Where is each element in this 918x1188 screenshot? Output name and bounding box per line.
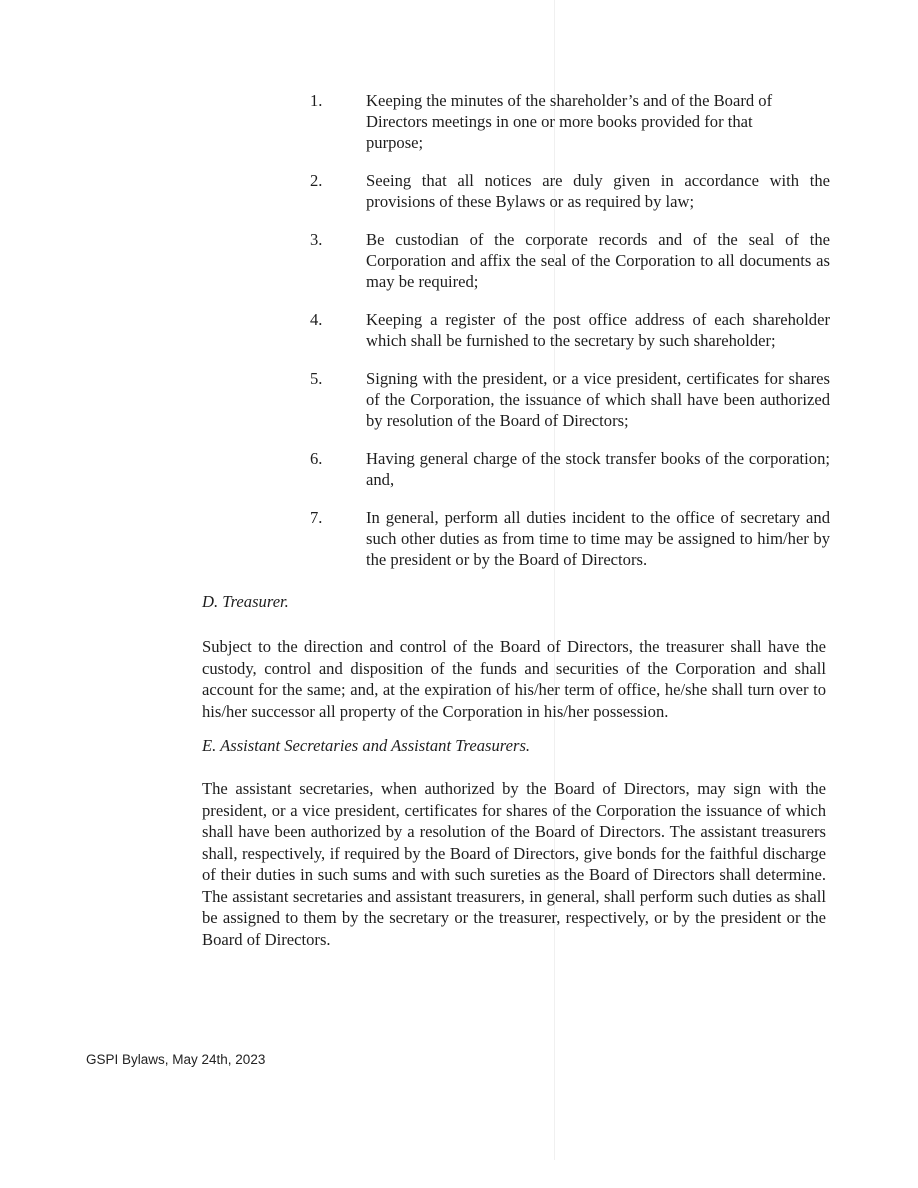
section-e-heading: E. Assistant Secretaries and Assistant Treasurers. — [202, 736, 531, 755]
list-item-number: 1. — [310, 91, 323, 110]
list-item-text: Seeing that all notices are duly given in accordance with the provisions of these Bylaws or as required by law; — [366, 171, 830, 211]
list-item-text: Keeping the minutes of the shareholder’s and of the Board of Directors meetings in one or more books provided for that purpose; — [366, 91, 773, 152]
list-item-number: 7. — [310, 508, 323, 527]
list-item-number: 3. — [310, 230, 323, 249]
list-item-number: 4. — [310, 310, 323, 329]
list-item — [310, 507, 830, 570]
list-item-number: 6. — [310, 449, 323, 468]
list-item — [310, 309, 830, 351]
list-item-number: 5. — [310, 369, 323, 388]
list-item — [310, 90, 830, 153]
list-item-text: Signing with the president, or a vice president, certificates for shares of the Corporation, the issuance of which shall have been authorized by resolution of the Board of Directors; — [366, 369, 830, 430]
page-footer: GSPI Bylaws, May 24th, 2023 — [86, 1052, 266, 1067]
list-item-text: Keeping a register of the post office address of each shareholder which shall be furnished to the secretary by such shareholder; — [366, 310, 830, 350]
list-item-text: Having general charge of the stock transfer books of the corporation; and, — [366, 449, 830, 489]
list-item — [310, 170, 830, 212]
list-item-text: In general, perform all duties incident to the office of secretary and such other duties as from time to time may be assigned to him/her by the president or by the Board of Directors. — [366, 508, 830, 569]
secretary-duties-list — [310, 90, 830, 587]
section-d-body: Subject to the direction and control of the Board of Directors, the treasurer shall have the custody, control and disposition of the funds and securities of the Corporation and shall account for the same; and, at the expiration of his/her term of office, he/she shall turn over to his/her successor all property of the Corporation in his/her possession. — [202, 637, 826, 721]
list-item-text: Be custodian of the corporate records and of the seal of the Corporation and affix the seal of the Corporation to all documents as may be required; — [366, 230, 830, 291]
section-e-body: The assistant secretaries, when authorized by the Board of Directors, may sign with the president, or a vice president, certificates for shares of the Corporation the issuance of which shall have been authorized by a resolution of the Board of Directors. The assistant treasurers shall, respectively, if required by the Board of Directors, give bonds for the faithful discharge of their duties in such sums and with such sureties as the Board of Directors shall determine. The assistant secretaries and assistant treasurers, in general, shall perform such duties as shall be assigned to them by the secretary or the treasurer, respectively, or by the president or the Board of Directors. — [202, 779, 826, 949]
list-item-number: 2. — [310, 171, 323, 190]
section-d-heading: D. Treasurer. — [202, 592, 289, 611]
list-item — [310, 368, 830, 431]
list-item — [310, 448, 830, 490]
list-item — [310, 229, 830, 292]
